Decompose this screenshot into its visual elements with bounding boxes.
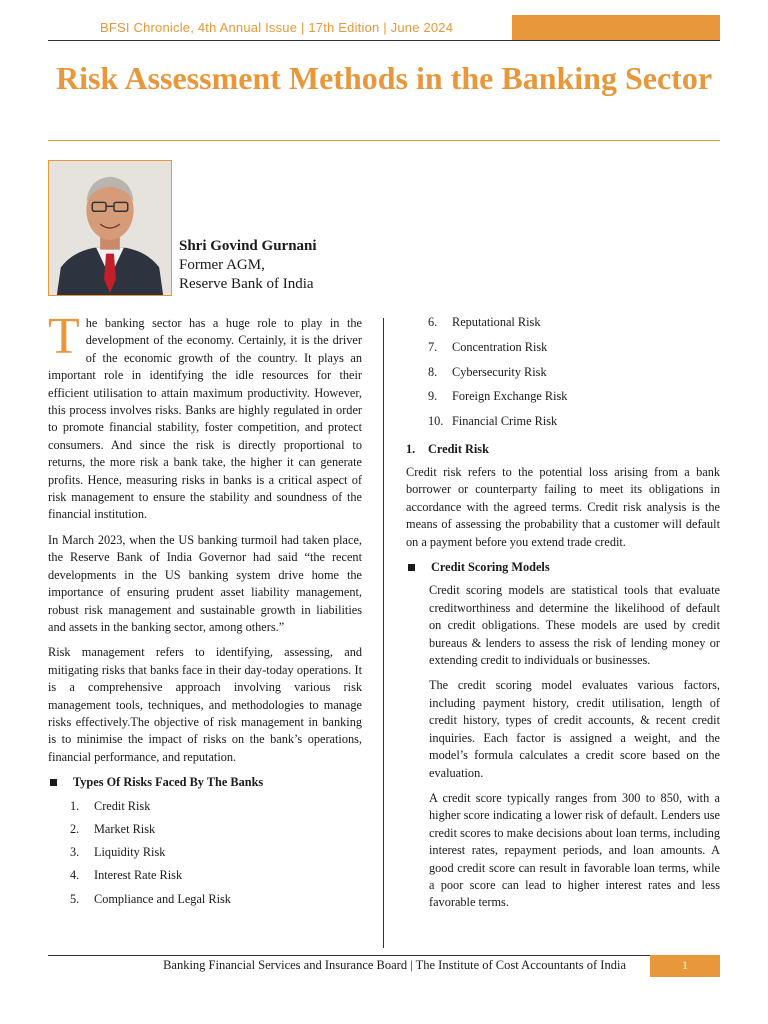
list-item: 9. Foreign Exchange Risk [428, 389, 568, 404]
title-rule [48, 140, 720, 141]
column-divider [383, 318, 384, 948]
intro-text: he banking sector has a huge role to play in the development of the economy. Certainly, it is the driver of the economic growth of the country. It plays an important role in identifying the idle resources for their efficient utilisation to attain maximum productivity. However, this process involves risks. Banks are highly regulated in order to promote financial stability, foster competition, and protect consumers. And since the risk is directly proportional to returns, the more risk a bank take, the higher it can generate profits. Hence, measuring risks in banks is a critical aspect of risk management to ensure the stability and soundness of the financial institution. [48, 316, 362, 522]
scoring-paragraph-3: A credit score typically ranges from 300 to 850, with a higher score indicating a lower risk of default. Lenders use credit scores to make decisions about loan terms, including interest rates, repayment periods, and loan amounts. A good credit score can result in favorable loan terms, while a poor score can lead to higher interest rates and less favorable terms. [429, 790, 720, 910]
header-accent-bar [512, 15, 720, 41]
header-rule [48, 40, 720, 41]
article-title: Risk Assessment Methods in the Banking Sector [55, 60, 713, 96]
list-item: 2. Market Risk [70, 821, 156, 836]
header-issue-info: BFSI Chronicle, 4th Annual Issue | 17th Edition | June 2024 [100, 20, 454, 35]
scoring-paragraph-1: Credit scoring models are statistical tools that evaluate creditworthiness and determine the likelihood of default on credit obligations. These models are used by credit bureaus & lenders to assess the risk of lending money or extending credit to individuals or businesses. [429, 583, 720, 668]
risk-list-left [48, 798, 362, 909]
list-item: 10. Financial Crime Risk [428, 414, 558, 429]
credit-scoring-heading [406, 559, 720, 576]
credit-risk-heading [406, 441, 720, 458]
types-heading-text: Types Of Risks Faced By The Banks [73, 775, 264, 790]
footer-text: Banking Financial Services and Insurance Board | The Institute of Cost Accountants of India [163, 958, 626, 972]
list-item: 7. Concentration Risk [428, 339, 548, 354]
author-org: Reserve Bank of India [179, 276, 314, 292]
author-role: Former AGM, [179, 257, 265, 273]
author-name: Shri Govind Gurnani [179, 238, 317, 254]
credit-scoring-heading-text: Credit Scoring Models [431, 560, 550, 575]
list-item: 3. Liquidity Risk [70, 845, 166, 860]
author-block [179, 237, 317, 294]
list-item: 6. Reputational Risk [428, 315, 541, 329]
square-bullet-icon [408, 564, 415, 571]
list-item: 8. Cybersecurity Risk [428, 364, 547, 379]
types-heading [48, 774, 362, 791]
paragraph-2: In March 2023, when the US banking turmoil had taken place, the Reserve Bank of India Governor had said “the recent developments in the US banking system drive home the importance of ensuring prudent asset liability management, robust risk management and sustainable growth in liabilities and assets in the banking sector, among others.” [48, 532, 362, 634]
list-item: 1. Credit Risk [70, 798, 151, 813]
page-number: 1 [650, 955, 720, 977]
list-item: 4. Interest Rate Risk [70, 868, 183, 883]
drop-cap: T [48, 308, 80, 365]
credit-risk-paragraph: Credit risk refers to the potential loss arising from a bank borrower or counterparty failing to meet its obligations in accordance with the agreed terms. Credit risk analysis is the means of assessing the probability that a customer will default on a payment before you extend trade credit. [406, 465, 720, 549]
risk-list-right [406, 314, 720, 431]
intro-paragraph [48, 308, 362, 524]
left-column [48, 308, 362, 914]
scoring-paragraph-2: The credit scoring model evaluates various factors, including payment history, credit utilisation, length of credit history, types of credit accounts, & recent credit inquiries. Each factor is assigned a weight, and the model’s formula calculates a credit score based on the evaluation. [429, 678, 720, 780]
author-portrait [48, 160, 172, 296]
square-bullet-icon [50, 779, 57, 786]
paragraph-3: Risk management refers to identifying, assessing, and mitigating risks that banks face in their day-today operations. It is a comprehensive approach involving various risk management tools, techniques, and methodologies to manage risks effectively.The objective of risk management in banking is to minimise the impact of risks on the bank’s operations, financial performance, and reputation. [48, 645, 362, 764]
list-item: 5. Compliance and Legal Risk [70, 891, 231, 906]
right-column [406, 314, 720, 920]
footer-rule [48, 955, 720, 956]
credit-risk-heading-text: Credit Risk [428, 441, 489, 456]
credit-risk-number: 1. [406, 441, 416, 456]
